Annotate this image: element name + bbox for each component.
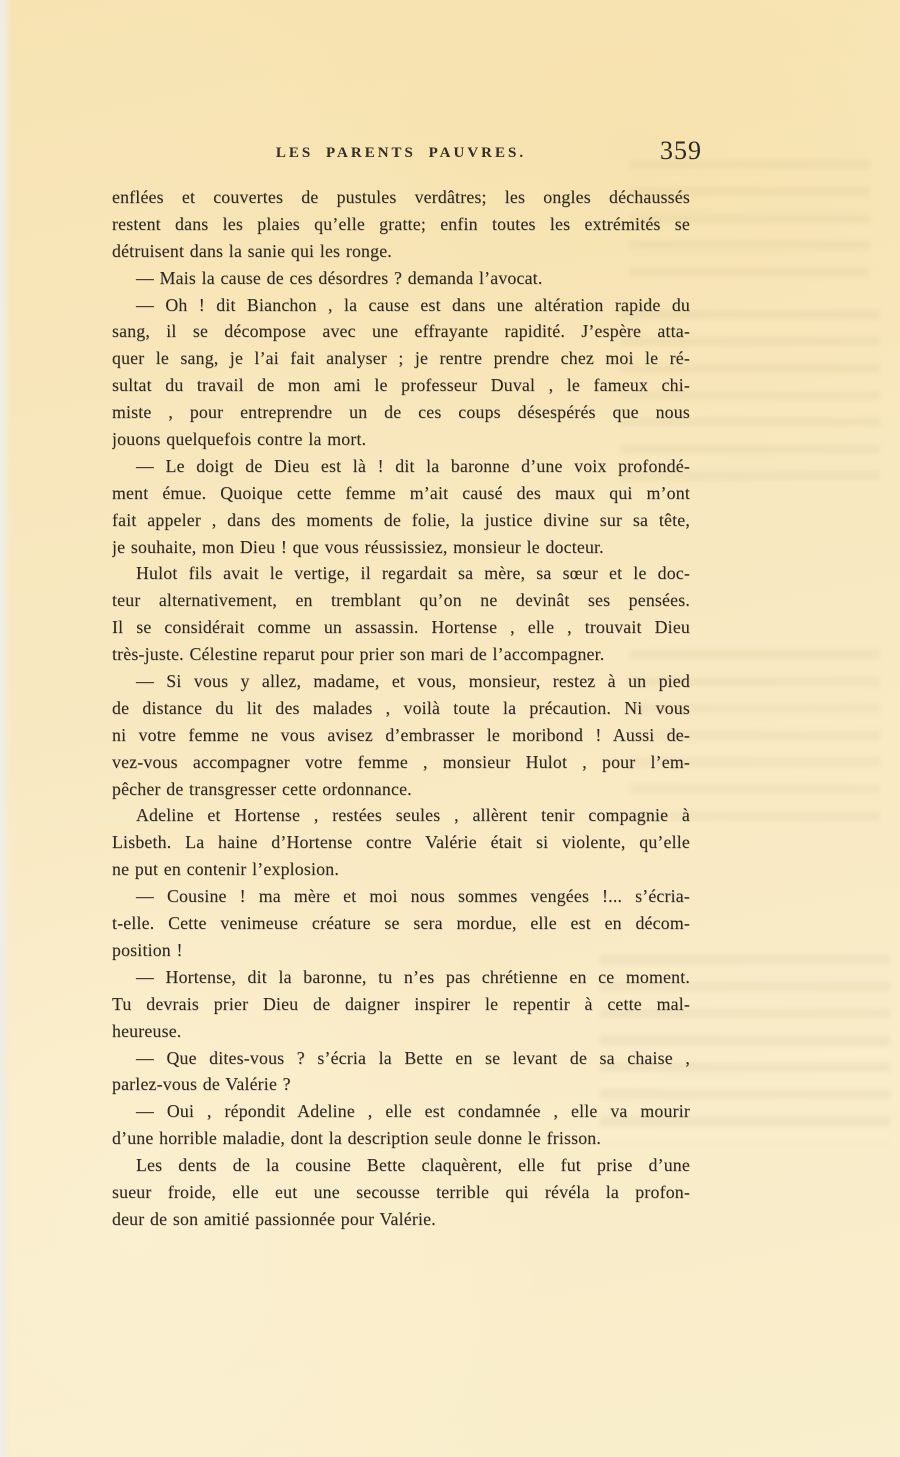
- text-line: restent dans les plaies qu’elle gratte; enfin toutes les extrémités se: [112, 213, 690, 234]
- text-line: — Mais la cause de ces désordres ? demanda l’avocat.: [136, 267, 543, 288]
- text-line: quer le sang, je l’ai fait analyser ; je rentre prendre chez moi le ré-: [112, 348, 690, 369]
- text-line: — Oh ! dit Bianchon , la cause est dans une altération rapide du: [136, 294, 690, 315]
- text-line: heureuse.: [112, 1020, 182, 1041]
- text-line: Lisbeth. La haine d’Hortense contre Valérie était si violente, qu’elle: [112, 832, 690, 853]
- text-line: — Si vous y allez, madame, et vous, monsieur, restez à un pied: [136, 671, 690, 692]
- text-line: position !: [112, 939, 183, 960]
- text-line: pêcher de transgresser cette ordonnance.: [112, 778, 412, 799]
- text-line: de distance du lit des malades , voilà toute la précaution. Ni vous: [112, 697, 690, 718]
- paragraph: [112, 668, 690, 802]
- paragraph: [112, 802, 690, 883]
- paragraph: [112, 883, 690, 964]
- paragraph: [112, 1098, 690, 1152]
- paragraph: [112, 964, 690, 1045]
- text-line: — Hortense, dit la baronne, tu n’es pas chrétienne en ce moment.: [136, 966, 690, 987]
- text-line: Adeline et Hortense , restées seules , allèrent tenir compagnie à: [136, 805, 690, 826]
- paragraph: [112, 1045, 690, 1099]
- text-line: Les dents de la cousine Bette claquèrent, elle fut prise d’une: [136, 1155, 690, 1176]
- text-line: d’une horrible maladie, dont la description seule donne le frisson.: [112, 1128, 602, 1149]
- text-line: ni votre femme ne vous avisez d’embrasser le moribond ! Aussi de-: [112, 724, 690, 745]
- running-title: LES PARENTS PAUVRES.: [275, 145, 527, 161]
- paragraph: [112, 292, 690, 453]
- scan-left-edge: [0, 0, 12, 1457]
- text-line: sueur froide, elle eut une secousse terrible qui révéla la profon-: [112, 1181, 690, 1202]
- text-line: — Le doigt de Dieu est là ! dit la baronne d’une voix profondé-: [136, 455, 690, 476]
- text-line: — Oui , répondit Adeline , elle est condamnée , elle va mourir: [136, 1101, 690, 1122]
- text-line: je souhaite, mon Dieu ! que vous réussissiez, monsieur le docteur.: [112, 536, 604, 557]
- text-line: très-juste. Célestine reparut pour prier son mari de l’accompagner.: [112, 644, 605, 665]
- text-line: t-elle. Cette venimeuse créature se sera mordue, elle est en décom-: [112, 913, 690, 934]
- text-line: Tu devrais prier Dieu de daigner inspirer le repentir à cette mal-: [112, 993, 690, 1014]
- paragraph: [112, 265, 690, 292]
- paragraph: [112, 453, 690, 561]
- text-line: sultat du travail de mon ami le professeur Duval , le fameux chi-: [112, 375, 690, 396]
- text-line: ment émue. Quoique cette femme m’ait causé des maux qui m’ont: [112, 482, 690, 503]
- text-line: — Que dites-vous ? s’écria la Bette en se levant de sa chaise ,: [136, 1047, 690, 1068]
- text-line: — Cousine ! ma mère et moi nous sommes vengées !... s’écria-: [136, 886, 690, 907]
- text-line: miste , pour entreprendre un de ces coups désespérés que nous: [112, 402, 690, 423]
- text-line: vez-vous accompagner votre femme , monsieur Hulot , pour l’em-: [112, 751, 690, 772]
- paragraph: [112, 184, 690, 265]
- page-number: 359: [660, 136, 702, 165]
- text-line: Hulot fils avait le vertige, il regardait sa mère, sa sœur et le doc-: [136, 563, 690, 584]
- text-line: deur de son amitié passionnée pour Valérie.: [112, 1208, 436, 1229]
- text-line: détruisent dans la sanie qui les ronge.: [112, 240, 392, 261]
- text-line: sang, il se décompose avec une effrayante rapidité. J’espère atta-: [112, 321, 690, 342]
- text-line: teur alternativement, en tremblant qu’on ne devinât ses pensées.: [112, 590, 690, 611]
- paragraph: [112, 1152, 690, 1233]
- text-line: jouons quelquefois contre la mort.: [112, 429, 367, 450]
- page-header: [112, 136, 702, 165]
- text-line: Il se considérait comme un assassin. Hortense , elle , trouvait Dieu: [112, 617, 690, 638]
- text-line: enflées et couvertes de pustules verdâtres; les ongles déchaussés: [112, 187, 690, 207]
- paragraph: [112, 560, 690, 668]
- text-line: parlez-vous de Valérie ?: [112, 1074, 291, 1095]
- text-line: fait appeler , dans des moments de folie, la justice divine sur sa tête,: [112, 509, 690, 530]
- text-block: [112, 184, 690, 1233]
- text-line: ne put en contenir l’explosion.: [112, 859, 339, 880]
